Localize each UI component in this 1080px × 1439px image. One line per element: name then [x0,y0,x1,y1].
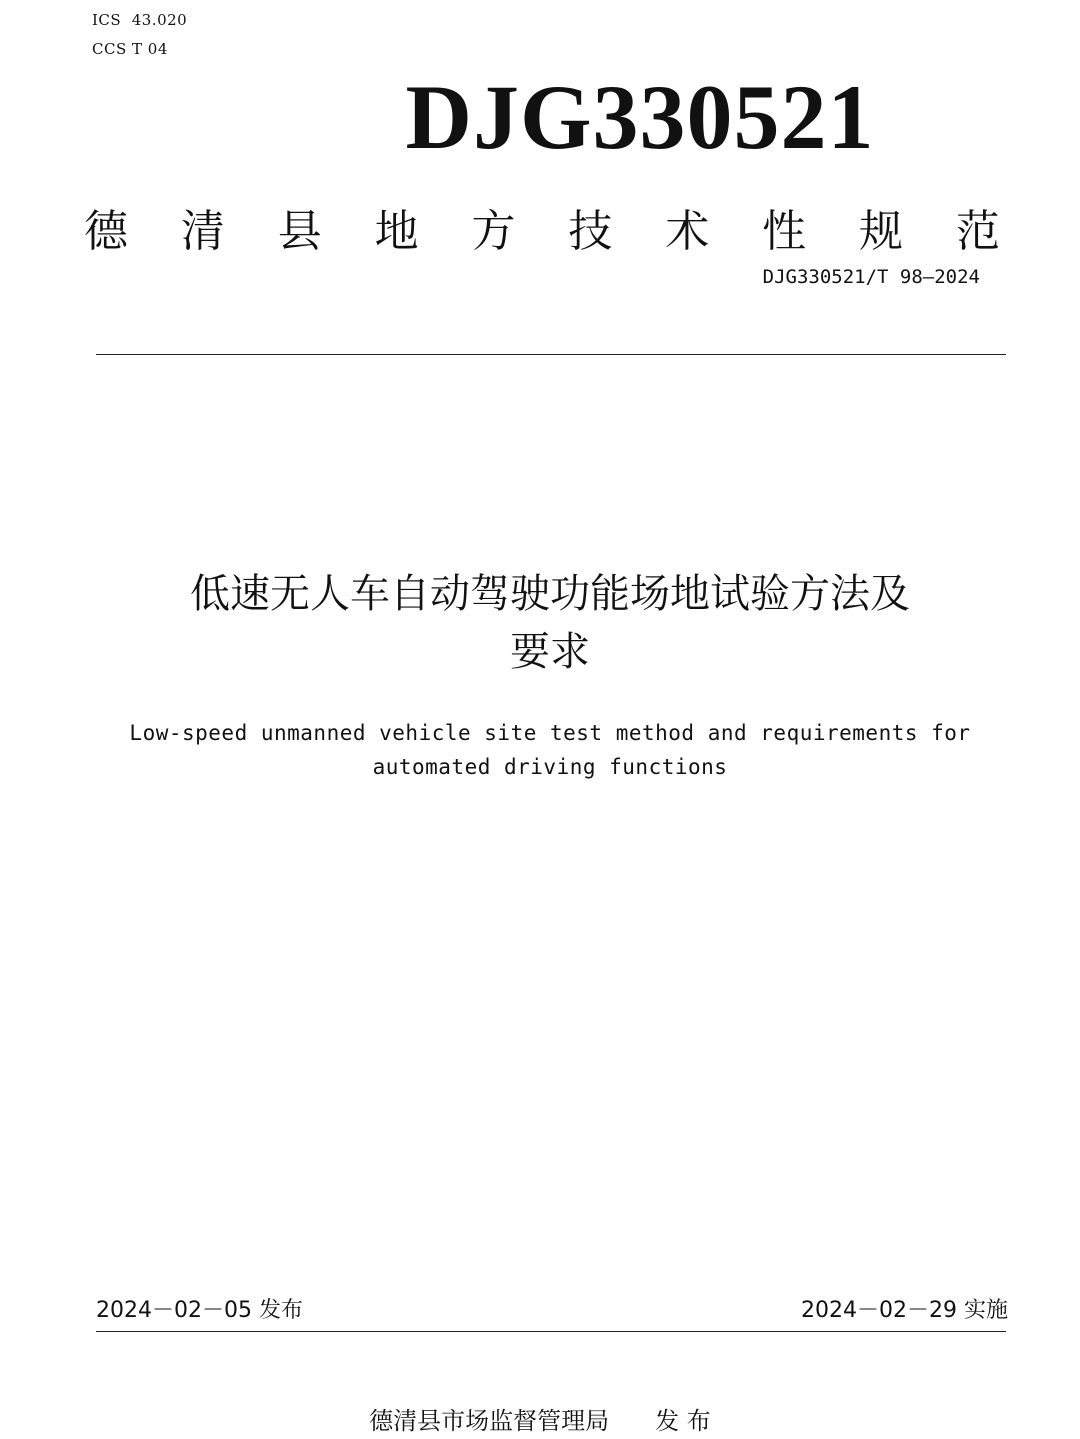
bottom-divider [96,1331,1006,1332]
spec-title-char: 性 [762,206,807,257]
spec-title-char: 方 [471,206,516,257]
issuer-line [0,1405,1080,1437]
spec-title-char: 规 [859,206,903,257]
issuer-name: 德清县市场监督管理局 [369,1407,610,1435]
standard-mark: DJG330521 [405,66,875,168]
standard-number: DJG330521/T 98—2024 [762,266,980,288]
ics-code: ICS 43.020 [92,11,188,29]
document-title-en [90,716,1010,784]
document-title-cn-line1: 低速无人车自动驾驶功能场地试验方法及 [190,571,910,617]
top-divider [96,354,1006,355]
spec-title-char: 德 [84,206,128,257]
spec-title-char: 技 [568,206,613,257]
spec-title-char: 清 [180,206,225,257]
spec-title-char: 地 [374,206,419,257]
document-title-cn [90,565,1010,681]
document-title-en-line2: automated driving functions [372,755,728,779]
spec-title-char: 术 [665,206,710,257]
issue-date: 2024－02－05 发布 [96,1298,303,1323]
document-title-cn-line2: 要求 [510,629,590,675]
issuer-action: 发 布 [655,1407,711,1435]
implementation-date: 2024－02－29 实施 [801,1298,1008,1323]
document-title-en-line1: Low-speed unmanned vehicle site test method and requirements for [129,721,971,745]
ccs-code: CCS T 04 [92,40,168,58]
spec-title [84,200,1000,264]
spec-title-char: 县 [277,206,322,257]
spec-title-char: 范 [955,206,1000,257]
